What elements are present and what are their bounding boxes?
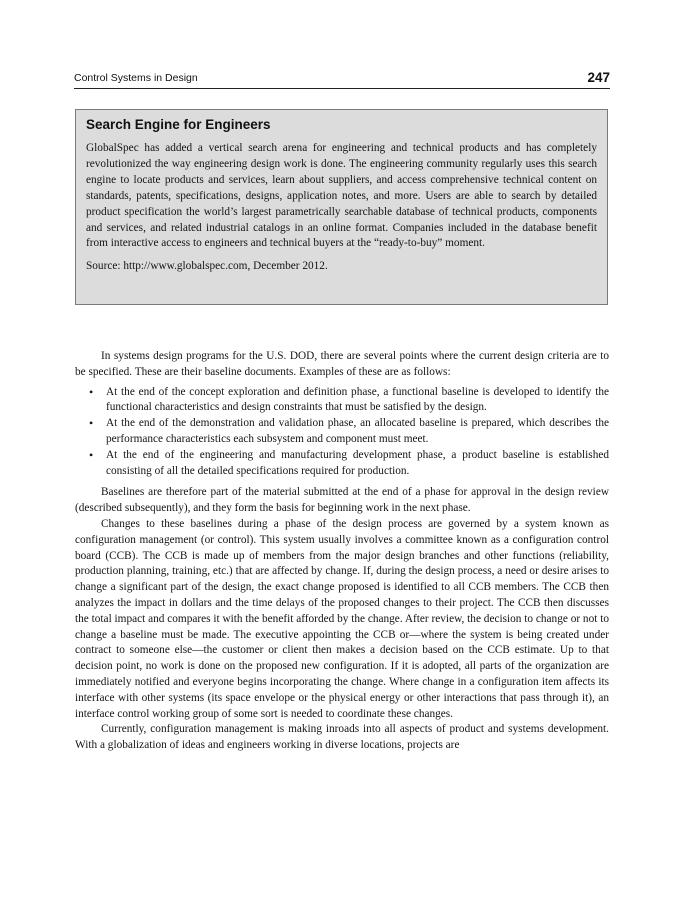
baseline-list [75,385,609,480]
intro-paragraph: In systems design programs for the U.S. DOD, there are several points where the current design criteria are to be specified. These are their baseline documents. Examples of these are as follows: [75,350,609,378]
sidebar-source: Source: http://www.globalspec.com, December 2012. [86,260,328,273]
list-item [89,384,609,417]
body-paragraph: Baselines are therefore part of the material submitted at the end of a phase for approval in the design review (described subsequently), and they form the basis for beginning work in the next phase. [75,486,609,515]
bullet-icon: • [89,447,94,462]
page-number: 247 [587,70,610,85]
list-item-text: At the end of the demonstration and validation phase, an allocated baseline is prepared, which describes the performance characteristics each subsystem and component must meet. [106,417,609,445]
list-item-text: At the end of the engineering and manufacturing development phase, a product baseline is established consisting of all the detailed specifications required for production. [106,448,609,477]
running-title: Control Systems in Design [74,72,198,84]
running-header [74,66,610,89]
body-paragraph: Changes to these baselines during a phase of the design process are governed by a system known as configuration management (or control). This system usually involves a committee known as a configuration control board (CCB). The CCB is made up of members from the major design branches and other functions (reliability, production planning, training, etc.) that are affected by change. If, during the design process, a need or desire arises to change a significant part of the design, the exact change proposed is identified to all CCB members. The CCB then analyzes the impact in dollars and the time delays of the proposed changes to their project. The CCB then discusses the total impact and compares it with the benefit afforded by the change. After review, the decision to change or not to change a baseline must be made. The executive appointing the CCB or—where the system is being created under contract to someone else—the customer or client then makes a decision based on the CCB estimate. Up to that decision point, no work is done on the proposed new configuration. If it is adopted, all parts of the organization are immediately notified and everyone begins incorporating the change. Where change in a configuration item affects its interface with other systems (its space envelope or the physical energy or other interactions that pass through it), an interface control working group of some sort is needed to coordinate these changes. [75,517,609,720]
bullet-icon: • [89,416,94,431]
sidebar-text: GlobalSpec has added a vertical search arena for engineering and technical products and has completely revolutionized the way engineering design work is done. The engineering community regularly uses this search engine to locate products and services, learn about suppliers, and access comprehensive technical content on standards, patents, specifications, designs, application notes, and more. Users are able to search by detailed product specification the world’s largest parametrically searchable database of technical products, components and services, and related industrial catalogs in an online format. Companies included in the database benefit from interactive access to engineers and technical buyers at the “ready-to-buy” moment. [86,142,597,250]
bullet-icon: • [89,384,94,399]
body-paragraph: Currently, configuration management is making inroads into all aspects of product and systems development. With a globalization of ideas and engineers working in diverse locations, projects are [75,723,609,752]
list-item [89,447,609,480]
sidebar-box [75,109,608,305]
list-item-text: At the end of the concept exploration and definition phase, a functional baseline is developed to identify the functional characteristics and design constraints that must be satisfied by the design. [106,385,609,414]
sidebar-title: Search Engine for Engineers [86,117,271,132]
main-body [75,349,609,754]
list-item [89,416,609,448]
